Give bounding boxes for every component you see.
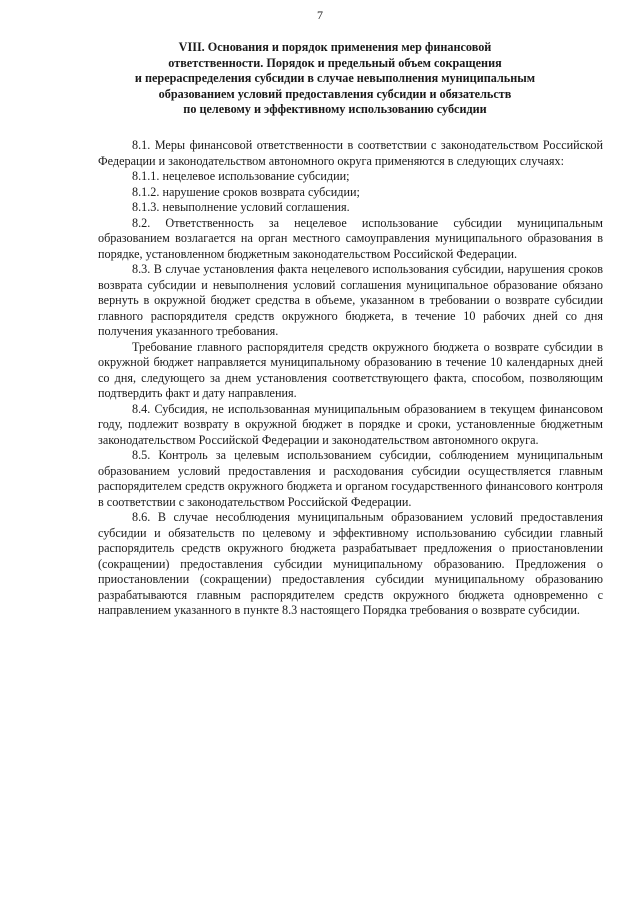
heading-line: VIII. Основания и порядок применения мер финансовой bbox=[178, 40, 492, 54]
section-body bbox=[98, 138, 603, 619]
paragraph-8-1-2: 8.1.2. нарушение сроков возврата субсидии; bbox=[132, 184, 360, 199]
paragraph-8-6: 8.6. В случае несоблюдения муниципальным образованием условий предоставления субсидии и обязательств по целевому и эффективному использованию субсидии главный распорядитель средств окружного бюджета разрабатывает предложения о приостановлении (сокращении) предоставления субсидии муниципальному образованию. Предложения о приостановлении (сокращении) предоставления субсидии муниципальному образованию разрабатываются главным распорядителем средств окружного бюджета одновременно с направлением указанного в пункте 8.3 настоящего Порядка требования о возврате субсидии. bbox=[98, 510, 603, 617]
paragraph-8-3-requirement: Требование главного распорядителя средств окружного бюджета о возврате субсидии в окружной бюджет направляется муниципальному образованию в течение 10 календарных дней со дня, следующего за днем установления соответствующего факта, способом, позволяющим подтвердить факт и дату направления. bbox=[98, 339, 603, 400]
paragraph-8-1-3: 8.1.3. невыполнение условий соглашения. bbox=[132, 200, 350, 214]
paragraph-8-3: 8.3. В случае установления факта нецелевого использования субсидии, нарушения сроков возврата субсидии и невыполнения условий соглашения муниципальное образование обязано вернуть в окружной бюджет средства в объеме, указанном в требовании о возврате субсидии главного распорядителя средств окружного бюджета, в течение 10 рабочих дней со дня получения указанного требования. bbox=[98, 262, 603, 338]
paragraph-8-5: 8.5. Контроль за целевым использованием субсидии, соблюдением муниципальным образованием условий предоставления и расходования субсидии осуществляется главным распорядителем средств окружного бюджета и органом государственного финансового контроля в соответствии с законодательством Российской Федерации. bbox=[98, 448, 603, 509]
paragraph-8-1: 8.1. Меры финансовой ответственности в соответствии с законодательством Российской Федерации и законодательством автономного округа применяются в следующих случаях: bbox=[98, 138, 603, 168]
section-heading bbox=[80, 40, 590, 118]
heading-line: и перераспределения субсидии в случае невыполнения муниципальным bbox=[134, 71, 536, 86]
heading-line: ответственности. Порядок и предельный объем сокращения bbox=[168, 55, 502, 70]
paragraph-8-2: 8.2. Ответственность за нецелевое использование субсидии муниципальным образованием возлагается на орган местного самоуправления муниципального образования в порядке, установленном бюджетным законодательством Российской Федерации. bbox=[98, 215, 603, 261]
paragraph-8-1-1: 8.1.1. нецелевое использование субсидии; bbox=[132, 169, 350, 183]
heading-line: образованием условий предоставления субсидии и обязательств bbox=[158, 86, 512, 101]
paragraph-8-4: 8.4. Субсидия, не использованная муниципальным образованием в текущем финансовом году, подлежит возврату в окружной бюджет в порядке и сроки, установленные бюджетным законодательством Российской Федерации и законодательством автономного округа. bbox=[98, 401, 603, 447]
page-number: 7 bbox=[317, 8, 323, 22]
heading-line: по целевому и эффективному использованию субсидии bbox=[183, 102, 487, 117]
